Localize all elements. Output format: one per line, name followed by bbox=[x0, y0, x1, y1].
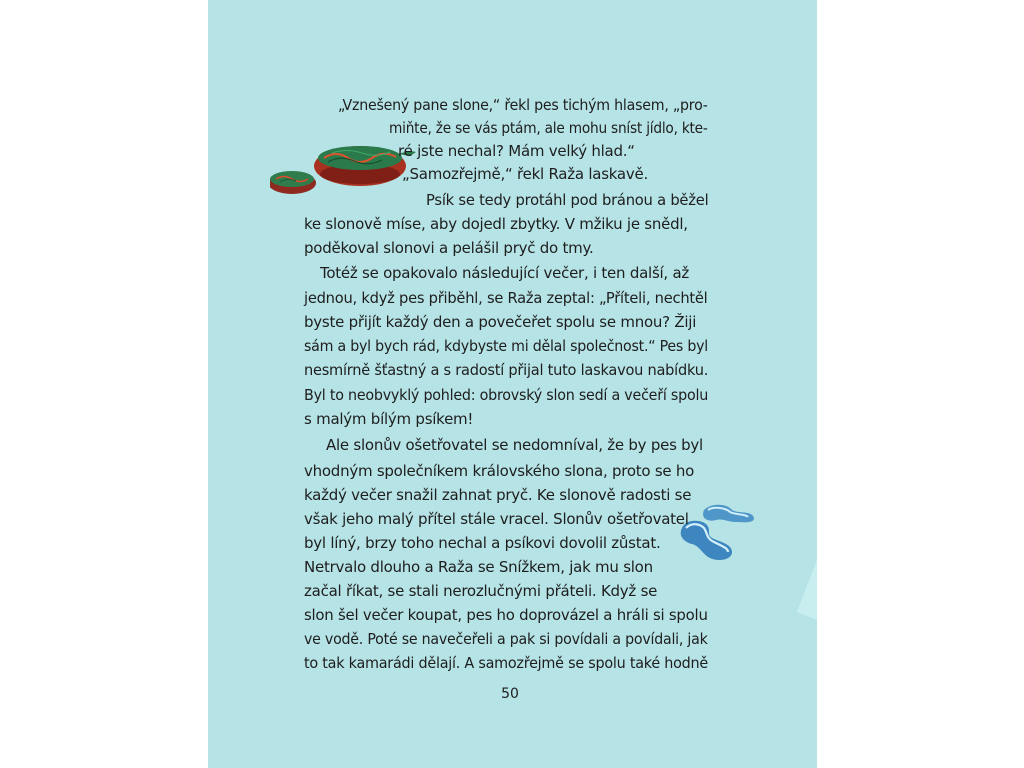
text-line-18: však jeho malý přítel stále vracel. Slonův ošetřovatel bbox=[304, 510, 689, 528]
text-line-3: ré jste nechal? Mám velký hlad.“ bbox=[398, 142, 635, 160]
text-line-1: „Vznešený pane slone,“ řekl pes tichým hlasem, „pro- bbox=[338, 96, 708, 114]
text-line-10: byste přijít každý den a povečeřet spolu se mnou? Žiji bbox=[304, 313, 697, 331]
text-line-2: miňte, že se vás ptám, ale mohu sníst jídlo, kte- bbox=[389, 119, 708, 137]
text-line-11: sám a byl bych rád, kdybyste mi dělal společnost.“ Pes byl bbox=[304, 337, 709, 355]
text-line-12: nesmírně šťastný a s radostí přijal tuto laskavou nabídku. bbox=[304, 361, 709, 379]
text-line-16: vhodným společníkem královského slona, proto se ho bbox=[304, 462, 695, 480]
text-line-7: poděkoval slonovi a pelášil pryč do tmy. bbox=[304, 239, 594, 257]
text-line-19: byl líný, brzy toho nechal a psíkovi dovolil zůstat. bbox=[304, 534, 661, 552]
text-line-8: Totéž se opakovalo následující večer, i ten další, až bbox=[320, 264, 690, 282]
text-line-23: ve vodě. Poté se navečeřeli a pak si povídali a povídali, jak bbox=[304, 630, 708, 648]
text-line-22: slon šel večer koupat, pes ho doprovázel a hráli si spolu bbox=[304, 606, 708, 624]
book-page bbox=[208, 0, 817, 768]
text-line-20: Netrvalo dlouho a Raža se Snížkem, jak mu slon bbox=[304, 558, 653, 576]
text-line-17: každý večer snažil zahnat pryč. Ke slonově radosti se bbox=[304, 486, 692, 504]
text-line-9: jednou, když pes přiběhl, se Raža zeptal: „Příteli, nechtěl bbox=[304, 289, 708, 307]
text-line-13: Byl to neobvyklý pohled: obrovský slon sedí a večeří spolu bbox=[304, 386, 709, 404]
text-line-24: to tak kamarádi dělají. A samozřejmě se spolu také hodně bbox=[304, 654, 709, 672]
page-edge-shape bbox=[787, 560, 817, 620]
text-line-14: s malým bílým psíkem! bbox=[304, 410, 474, 428]
text-line-5: Psík se tedy protáhl pod bránou a běžel bbox=[426, 191, 709, 209]
text-line-6: ke slonově míse, aby dojedl zbytky. V mžiku je snědl, bbox=[304, 215, 688, 233]
text-line-15: Ale slonův ošetřovatel se nedomníval, že by pes byl bbox=[326, 436, 703, 454]
page-number: 50 bbox=[501, 686, 519, 702]
text-line-4: „Samozřejmě,“ řekl Raža laskavě. bbox=[402, 165, 648, 183]
text-line-21: začal říkat, se stali nerozlučnými přáteli. Když se bbox=[304, 582, 658, 600]
